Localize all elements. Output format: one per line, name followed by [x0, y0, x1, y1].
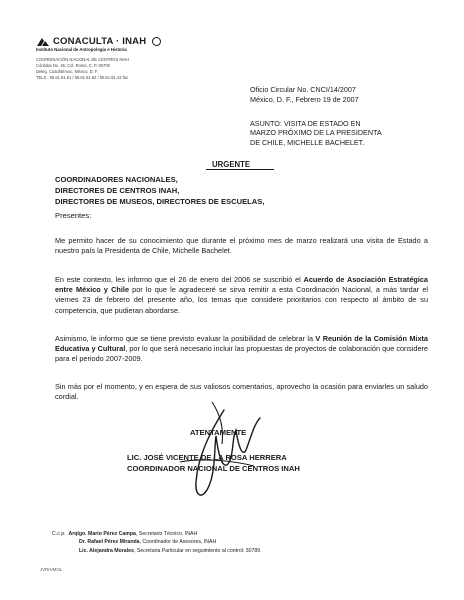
ccp-line [52, 538, 260, 546]
address-line: COORDINACIÓN NACIONAL DE CENTROS INAH [36, 57, 130, 62]
ccp-role: , Coordinador de Asesores, INAH [139, 539, 217, 546]
circular-number: Oficio Circular No. CNCI/14/2007 [250, 85, 356, 94]
ccp-name: Lic. Alejandra Morales [79, 547, 134, 554]
body-paragraph-1: Me permito hacer de su conocimiento que durante el próximo mes de marzo realizará una visita de Estado a nuestro país la Presidenta de Chile, Michelle Bachelet. [55, 236, 428, 256]
body-paragraph-2 [55, 275, 428, 316]
ccp-prefix: C.c.p. [52, 531, 66, 537]
org-name: CONACULTA · INAH [53, 36, 147, 47]
body-paragraph-4: Sin más por el momento, y en espera de sus valiosos comentarios, aprovecho la ocasión para enviarles un saludo cordial. [55, 382, 428, 402]
subject-block [250, 119, 428, 147]
conaculta-logo-icon [36, 37, 50, 47]
urgent-label: URGENTE [212, 160, 251, 169]
ccp-line [52, 530, 260, 538]
reference-initials: JVRH/MOL [40, 567, 63, 572]
paragraph-text: En este contexto, les informo que el 26 de enero del 2006 se suscribió el [55, 275, 304, 284]
ccp-block [52, 530, 260, 555]
ccp-name: Dr. Rafael Pérez Miranda [79, 539, 140, 546]
paragraph-text: Asimismo, le informo que se tiene previsto evaluar la posibilidad de celebrar la [55, 334, 316, 343]
salutation: Presentes: [55, 211, 92, 220]
address-line: Deleg. Cuauhtémoc, México, D. F. [36, 69, 99, 74]
signer-title: COORDINADOR NACIONAL DE CENTROS INAH [127, 464, 300, 473]
paragraph-text: , por lo que será necesario incluir las propuestas de proyectos de colaboración que considere para el periodo 2007-2009. [55, 344, 428, 364]
agreement-name: Acuerdo de Asociación Estratégica entre México y Chile [55, 275, 428, 295]
subject-line: ASUNTO: VISITA DE ESTADO EN [250, 119, 361, 128]
institute-name: Instituto Nacional de Antropología e Historia [36, 47, 127, 52]
closing-atentamente: ATENTAMENTE [190, 428, 247, 437]
ccp-line [52, 547, 260, 555]
address-line: Córdoba No. 45, Col. Roma, C. P. 06700 [36, 63, 110, 68]
address-line: TELS.: 50.61.91.81 / 50.61.91.82 / 50.61.91.43 fax [36, 75, 128, 80]
ccp-name: Arqlgo. Mario Pérez Campa [68, 531, 136, 537]
place-date: México, D. F., Febrero 19 de 2007 [250, 95, 359, 104]
ccp-role: , Secretaria Particular en seguimiento al control: 30789 [133, 547, 261, 554]
body-paragraph-3 [55, 334, 428, 365]
recipient-line: DIRECTORES DE MUSEOS, DIRECTORES DE ESCUELAS, [55, 197, 265, 206]
recipient-line: COORDINADORES NACIONALES, [55, 175, 178, 184]
recipient-line: DIRECTORES DE CENTROS INAH, [55, 186, 180, 195]
paragraph-text: por lo que le agradeceré se sirva remitir a esta Coordinación Nacional, a más tardar el viernes 23 de febrero del presente año, los temas que considere prioritarios con respecto al ámbito de su competencia, que pudieran abordarse. [55, 285, 428, 315]
recipients-block [55, 174, 264, 207]
signer-name: LIC. JOSÉ VICENTE DE LA ROSA HERRERA [127, 453, 287, 462]
urgent-underline [206, 169, 274, 170]
ccp-role: , Secretario Técnico, INAH [135, 531, 198, 537]
inah-emblem-icon [152, 37, 161, 46]
letterhead-logo [36, 36, 161, 47]
commission-name: V Reunión de la Comisión Mixta Educativa y Cultural [55, 334, 428, 354]
subject-line: MARZO PRÓXIMO DE LA PRESIDENTA [250, 128, 382, 138]
handwritten-signature [150, 392, 270, 512]
subject-line: DE CHILE, MICHELLE BACHELET. [250, 137, 365, 147]
